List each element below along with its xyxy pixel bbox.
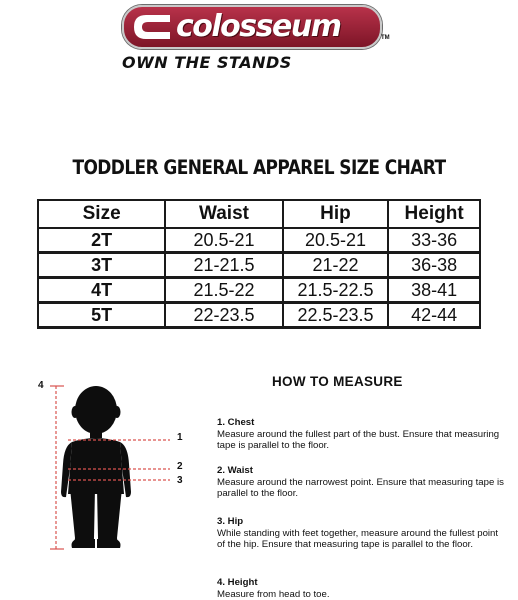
instruction-waist [217, 465, 507, 500]
cell-hip: 22.5-23.5 [283, 303, 388, 328]
instruction-text: Measure from head to toe. [217, 588, 330, 600]
instruction-text: Measure around the fullest part of the bust. Ensure that measuring tape is parallel to the floor. [217, 428, 500, 451]
cell-hip: 20.5-21 [283, 228, 388, 253]
instruction-heading: 2. Waist [217, 465, 253, 476]
size-chart-table [37, 199, 481, 329]
logo-badge [122, 5, 382, 49]
cell-size: 5T [38, 303, 165, 328]
header-height: Height [388, 200, 480, 228]
marker-height: 4 [38, 380, 44, 391]
cell-height: 33-36 [388, 228, 480, 253]
size-chart-title: TODDLER GENERAL APPAREL SIZE CHART [72, 156, 446, 180]
header-size: Size [38, 200, 165, 228]
instruction-heading: 4. Height [217, 577, 258, 588]
cell-size: 4T [38, 278, 165, 303]
marker-hip: 3 [177, 475, 183, 486]
cell-height: 36-38 [388, 253, 480, 278]
table-header-row [38, 200, 480, 228]
cell-size: 3T [38, 253, 165, 278]
logo-trademark: TM [381, 35, 390, 41]
instruction-chest [217, 417, 507, 452]
instruction-height [217, 577, 507, 600]
table-row [38, 303, 480, 328]
logo-c-mark-icon [130, 11, 174, 43]
instruction-heading: 3. Hip [217, 516, 244, 527]
marker-waist: 2 [177, 461, 183, 472]
brand-tagline: OWN THE STANDS [122, 53, 292, 72]
cell-hip: 21.5-22.5 [283, 278, 388, 303]
table-row [38, 278, 480, 303]
table-row [38, 228, 480, 253]
instruction-text: While standing with feet together, measure around the fullest point of the hip. Ensure that measuring tape is parallel to the floor. [217, 527, 499, 550]
marker-chest: 1 [177, 432, 183, 443]
toddler-silhouette-figure [30, 376, 195, 556]
cell-waist: 20.5-21 [165, 228, 282, 253]
cell-hip: 21-22 [283, 253, 388, 278]
cell-waist: 22-23.5 [165, 303, 282, 328]
cell-size: 2T [38, 228, 165, 253]
cell-height: 42-44 [388, 303, 480, 328]
header-hip: Hip [283, 200, 388, 228]
cell-waist: 21-21.5 [165, 253, 282, 278]
instruction-heading: 1. Chest [217, 417, 255, 428]
cell-height: 38-41 [388, 278, 480, 303]
logo-wordmark: colosseum [176, 9, 341, 44]
instruction-hip [217, 516, 507, 551]
table-row [38, 253, 480, 278]
header-waist: Waist [165, 200, 282, 228]
child-silhouette-icon [61, 386, 131, 548]
cell-waist: 21.5-22 [165, 278, 282, 303]
instruction-text: Measure around the narrowest point. Ensure that measuring tape is parallel to the floor. [217, 476, 504, 499]
how-to-measure-title: HOW TO MEASURE [272, 374, 403, 389]
